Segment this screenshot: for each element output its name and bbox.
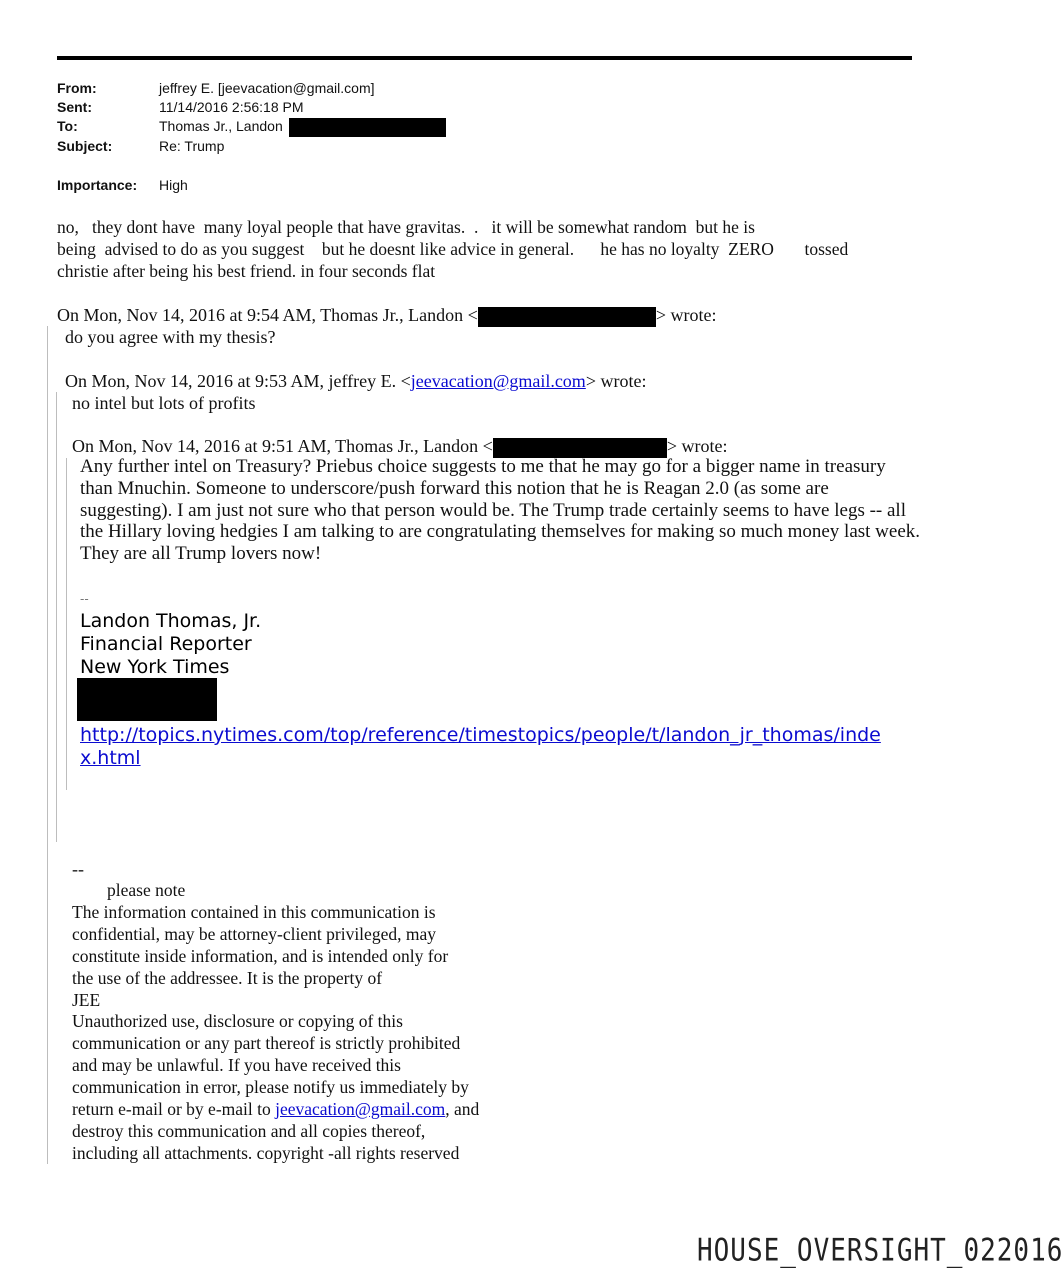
reply-line: no, they dont have many loyal people that have gravitas. . it will be somewhat random but he is: [57, 217, 755, 237]
disclaimer-line: constitute inside information, and is intended only for: [72, 945, 449, 966]
disclaimer-line: communication or any part thereof is strictly prohibited: [72, 1033, 461, 1054]
to-value: Thomas Jr., Landon: [159, 118, 283, 134]
sent-value: 11/14/2016 2:56:18 PM: [159, 99, 304, 115]
disclaimer-email-link[interactable]: jeevacation@gmail.com: [275, 1099, 446, 1120]
quote3-intro-after: > wrote:: [666, 436, 728, 456]
quote1-text: do you agree with my thesis?: [65, 327, 276, 347]
disclaimer-line: including all attachments. copyright -all rights reserved: [72, 1142, 460, 1163]
quote2-email-link[interactable]: jeevacation@gmail.com: [410, 371, 586, 391]
link-line: x.html: [80, 747, 141, 769]
link-line: http://topics.nytimes.com/top/reference/timestopics/people/t/landon_jr_thomas/inde: [80, 724, 881, 746]
disclaimer-return-line: [72, 1099, 479, 1121]
quote1-intro-after: > wrote:: [655, 305, 717, 325]
bates-stamp: HOUSE_OVERSIGHT_022016: [697, 1233, 1063, 1269]
signature-dashes: --: [80, 592, 89, 606]
reply-body: [57, 216, 917, 282]
quote2-intro-before: On Mon, Nov 14, 2016 at 9:53 AM, jeffrey E. <: [65, 371, 411, 391]
redaction-box: [493, 438, 667, 458]
disclaimer-dashes: --: [72, 859, 84, 879]
reply-line: being advised to do as you suggest but he doesnt like advice in general. he has no loyalty ZERO tossed: [57, 239, 849, 259]
nytimes-profile-link[interactable]: [80, 724, 881, 770]
from-label: From:: [57, 80, 97, 96]
quote3-text: Any further intel on Treasury? Priebus choice suggests to me that he may go for a bigger name in treasury than Mnuchin. Someone to underscore/push forward this notion that he is Reagan 2.0 (as some are suggesting). I am just not sure who that person would be. The Trump trade certainly seems to have legs -- all the Hillary loving hedgies I am talking to are congratulating themselves for making so much money last week. They are all Trump lovers now!: [80, 456, 921, 565]
quote3-intro-before: On Mon, Nov 14, 2016 at 9:51 AM, Thomas Jr., Landon <: [72, 436, 493, 456]
quote2-text: no intel but lots of profits: [72, 393, 256, 413]
quote3-bar: [66, 458, 67, 790]
subject-label: Subject:: [57, 138, 113, 154]
disclaimer-line: destroy this communication and all copies thereof,: [72, 1120, 426, 1141]
disclaimer-line: the use of the addressee. It is the property of: [72, 967, 383, 988]
subject-value: Re: Trump: [159, 138, 225, 154]
redaction-box: [289, 118, 446, 137]
to-value-wrap: [159, 117, 446, 137]
quote1-intro-before: On Mon, Nov 14, 2016 at 9:54 AM, Thomas Jr., Landon <: [57, 305, 478, 325]
disclaimer-return-after: , and: [445, 1099, 480, 1120]
signature-name: Landon Thomas, Jr.: [80, 610, 262, 632]
quote3-intro: [72, 435, 727, 458]
redaction-box: [77, 678, 217, 721]
disclaimer-line: communication in error, please notify us immediately by: [72, 1077, 469, 1098]
signature-title: Financial Reporter: [80, 633, 252, 655]
disclaimer-line: JEE: [72, 989, 101, 1010]
signature-org: New York Times: [80, 656, 230, 678]
quote1-bar: [47, 326, 48, 1164]
from-value: jeffrey E. [jeevacation@gmail.com]: [159, 80, 375, 96]
bates-stamp-box: [693, 1232, 1063, 1278]
to-label: To:: [57, 118, 78, 134]
quote2-intro-after: > wrote:: [585, 371, 647, 391]
disclaimer-line: The information contained in this communication is: [72, 901, 436, 922]
disclaimer-line: confidential, may be attorney-client privileged, may: [72, 923, 436, 944]
disclaimer-return-before: return e-mail or by e-mail to: [72, 1099, 276, 1120]
quote1-intro: [57, 304, 716, 327]
disclaimer-line: Unauthorized use, disclosure or copying of this: [72, 1011, 403, 1032]
reply-line: christie after being his best friend. in four seconds flat: [57, 261, 436, 281]
importance-label: Importance:: [57, 177, 138, 193]
disclaimer-line: and may be unlawful. If you have received this: [72, 1055, 401, 1076]
sent-label: Sent:: [57, 99, 92, 115]
quote2-bar: [56, 392, 57, 842]
disclaimer-line: please note: [72, 880, 186, 900]
quote2-intro: [65, 370, 646, 392]
top-rule: [57, 56, 912, 60]
importance-value: High: [159, 177, 188, 193]
disclaimer: [72, 880, 479, 1165]
redaction-box: [478, 307, 656, 327]
